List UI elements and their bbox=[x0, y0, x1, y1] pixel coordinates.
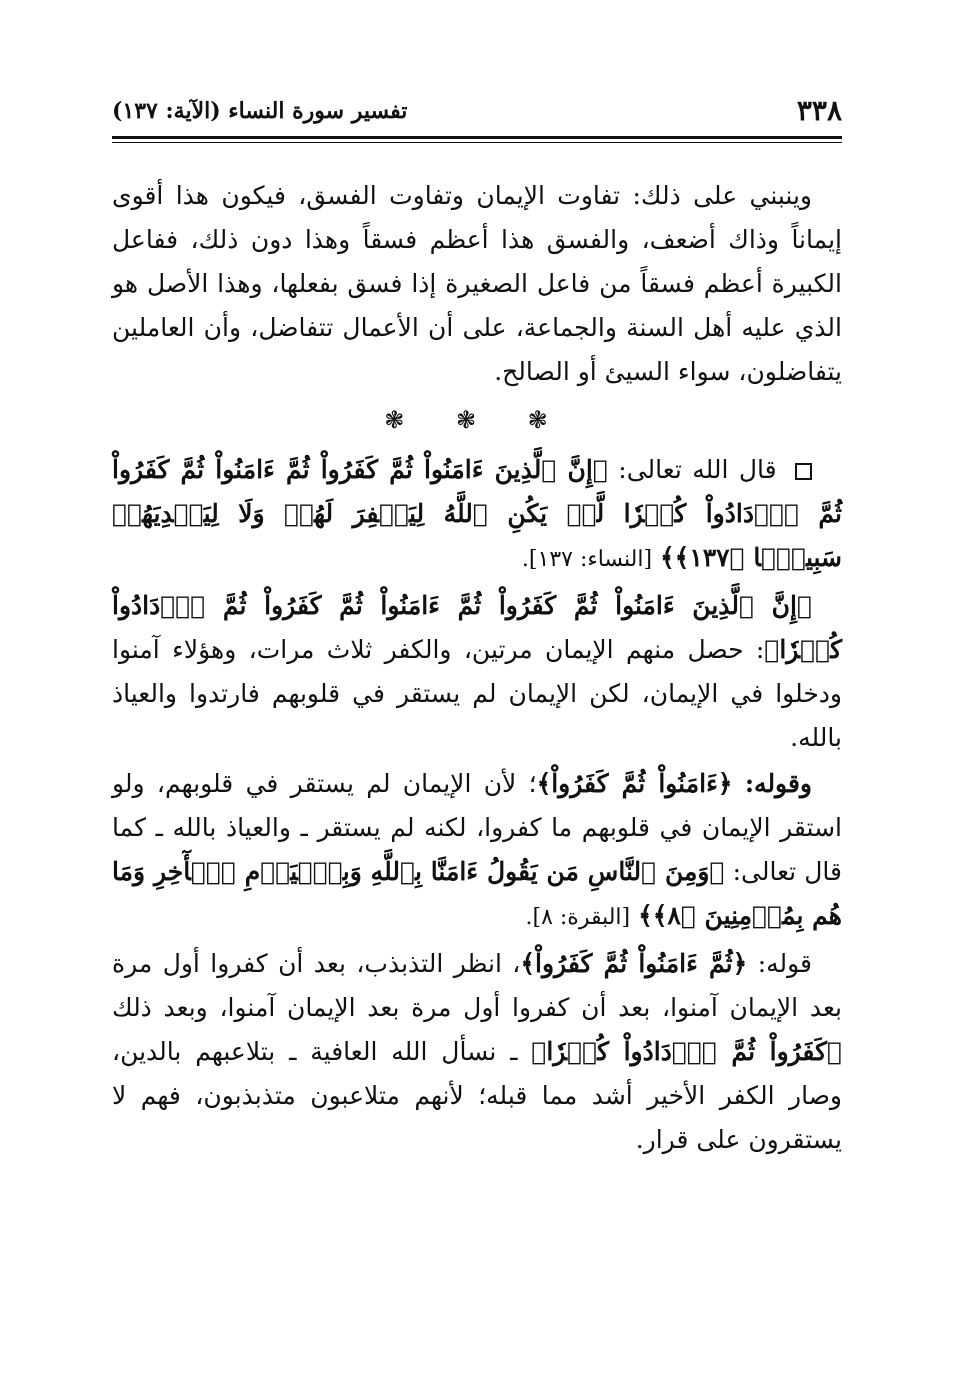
header-rule-thin bbox=[112, 142, 842, 143]
verse-reference: [النساء: ١٣٧]. bbox=[521, 547, 653, 572]
verse-paragraph bbox=[112, 448, 842, 582]
quran-quote: ﴿ءَامَنُواْ ثُمَّ كَفَرُواْ﴾ bbox=[536, 769, 733, 798]
paragraph-4 bbox=[112, 942, 842, 1162]
page-header bbox=[112, 94, 842, 142]
quran-quote-2: ﴿كَفَرُواْ ثُمَّ ٱزۡدَادُواْ كُفۡرٗا﴾ bbox=[531, 1037, 842, 1066]
verse-reference: [البقرة: ٨]. bbox=[525, 905, 631, 930]
paragraph-text: : حصل منهم الإيمان مرتين، والكفر ثلاث مرات، وهؤلاء آمنوا ودخلوا في الإيمان، لكن الإيمان لم يستقر في قلوبهم فارتدوا والعياذ بالله. bbox=[112, 635, 842, 752]
quran-quote: ﴿إِنَّ ٱلَّذِينَ ءَامَنُواْ ثُمَّ كَفَرُواْ ثُمَّ ءَامَنُواْ ثُمَّ كَفَرُواْ ثُمَّ ٱزۡدَادُواْ كُفۡرٗا﴾ bbox=[112, 591, 842, 664]
page-body bbox=[112, 174, 842, 1164]
paragraph-text: ؛ لأن الإيمان لم يستقر في قلوبهم، ولو استقر الإيمان في قلوبهم ما كفروا، لكنه لم يستقر ـ والعياذ بالله ـ كما قال تعالى: bbox=[112, 769, 842, 886]
quran-verse: ﴿إِنَّ ٱلَّذِينَ ءَامَنُواْ ثُمَّ كَفَرُواْ ثُمَّ ءَامَنُواْ ثُمَّ كَفَرُواْ ثُمَّ ٱزۡدَادُواْ كُفۡرٗا لَّمۡ يَكُنِ ٱللَّهُ لِيَغۡفِرَ لَهُمۡ وَلَا لِيَهۡدِيَهُمۡ سَبِيلَۢا ﴿١٣٧﴾﴾ bbox=[112, 455, 842, 572]
quran-quote: ﴿ثُمَّ ءَامَنُواْ ثُمَّ كَفَرُواْ﴾ bbox=[520, 949, 748, 978]
quran-quote-2: ﴿وَمِنَ ٱلنَّاسِ مَن يَقُولُ ءَامَنَّا بِٱللَّهِ وَبِٱلۡيَوۡمِ ٱلۡأٓخِرِ وَمَا هُم بِمُؤۡمِنِينَ ﴿٨﴾﴾ bbox=[112, 857, 842, 930]
page-number: ٣٣٨ bbox=[796, 94, 842, 127]
paragraph-2 bbox=[112, 584, 842, 760]
verse-intro: قال الله تعالى: bbox=[618, 455, 777, 484]
paragraph-3 bbox=[112, 762, 842, 940]
square-bullet-icon bbox=[795, 463, 812, 480]
section-separator: ❃ ❃ ❃ bbox=[384, 406, 570, 434]
paragraph-text: ، انظر التذبذب، بعد أن كفروا أول مرة بعد الإيمان آمنوا، بعد أن كفروا أول مرة بعد الإيمان آمنوا، وبعد ذلك bbox=[112, 949, 842, 1022]
paragraph-text-2: ـ نسأل الله العافية ـ بتلاعبهم بالدين، وصار الكفر الأخير أشد مما قبله؛ لأنهم متلاعبون متذبذبون، فهم لا يستقرون على قرار. bbox=[112, 1037, 842, 1154]
running-title: تفسير سورة النساء (الآية: ١٣٧) bbox=[112, 98, 408, 124]
paragraph-lead: قوله: bbox=[757, 949, 812, 978]
paragraph-lead: وقوله: bbox=[744, 769, 812, 798]
paragraph-1: وينبني على ذلك: تفاوت الإيمان وتفاوت الفسق، فيكون هذا أقوى إيماناً وذاك أضعف، والفسق هذا أعظم فسقاً وهذا دون ذلك، ففاعل الكبيرة أعظم فسقاً من فاعل الصغيرة إذا فسق بفعلها، وهذا الأصل هو الذي عليه أهل السنة والجماعة، على أن الأعمال تتفاضل، وأن العاملين يتفاضلون، سواء السيئ أو الصالح. bbox=[112, 181, 842, 386]
header-rule-thick bbox=[112, 136, 842, 139]
